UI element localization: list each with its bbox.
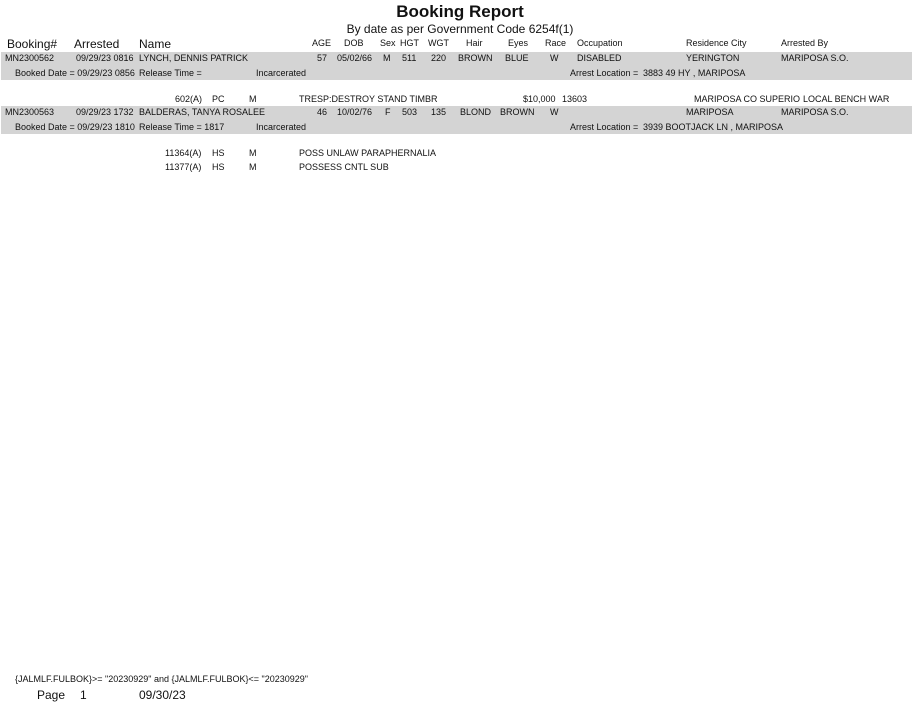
eye-color: BROWN — [500, 107, 535, 117]
arrest-location-label: Arrest Location = — [570, 68, 639, 78]
arrested-by: MARIPOSA S.O. — [781, 53, 849, 63]
weight: 135 — [431, 107, 447, 117]
report-title: Booking Report — [396, 2, 524, 21]
charge-warrant: LOCAL BENCH WAR — [803, 94, 890, 104]
arrest-location: 3939 BOOTJACK LN , MARIPOSA — [643, 122, 784, 132]
height: 511 — [402, 53, 417, 63]
page-number: 1 — [80, 688, 87, 702]
sex: F — [385, 107, 391, 117]
header-sex: Sex — [380, 38, 396, 48]
charge-bail: $10,000 — [523, 94, 556, 104]
booking-record-band — [1, 52, 912, 80]
header-dob: DOB — [344, 38, 364, 48]
charge-case-number: 13603 — [562, 94, 588, 104]
booking-number: MN2300562 — [5, 53, 55, 63]
header-occupation: Occupation — [577, 38, 623, 48]
residence-city: MARIPOSA — [686, 107, 734, 117]
dob: 10/02/76 — [337, 107, 373, 117]
charge-type: HS — [212, 148, 225, 158]
custody-status: Incarcerated — [256, 68, 307, 78]
header-race: Race — [545, 38, 567, 48]
release-time: Release Time = 1817 — [139, 122, 225, 132]
report-subtitle: By date as per Government Code 6254f(1) — [346, 22, 574, 36]
charge-description: TRESP:DESTROY STAND TIMBR — [299, 94, 438, 104]
charge-code: 11377(A) — [165, 162, 202, 172]
age: 46 — [317, 107, 328, 117]
age: 57 — [317, 53, 328, 63]
charge-code: 11364(A) — [165, 148, 202, 158]
charge-level: M — [249, 94, 257, 104]
charge-type: PC — [212, 94, 225, 104]
header-age: AGE — [312, 38, 332, 48]
race: W — [550, 53, 559, 63]
booked-date: Booked Date = 09/29/23 1810 — [15, 122, 135, 132]
charge-code: 602(A) — [175, 94, 203, 104]
arrested-datetime: 09/29/23 1732 — [76, 107, 134, 117]
custody-status: Incarcerated — [256, 122, 307, 132]
release-time: Release Time = — [139, 68, 202, 78]
arrested-by: MARIPOSA S.O. — [781, 107, 849, 117]
charge-level: M — [249, 148, 257, 158]
booked-date: Booked Date = 09/29/23 0856 — [15, 68, 135, 78]
booking-number: MN2300563 — [5, 107, 55, 117]
header-hgt: HGT — [400, 38, 419, 48]
header-booking: Booking# — [7, 37, 58, 51]
arrest-location-label: Arrest Location = — [570, 122, 639, 132]
charge-description: POSSESS CNTL SUB — [299, 162, 389, 172]
print-date: 09/30/23 — [139, 688, 186, 702]
height: 503 — [402, 107, 418, 117]
race: W — [550, 107, 559, 117]
header-name: Name — [139, 37, 172, 51]
header-arrested: Arrested — [74, 37, 120, 51]
person-name: LYNCH, DENNIS PATRICK — [139, 53, 249, 63]
weight: 220 — [431, 53, 447, 63]
arrest-location: 3883 49 HY , MARIPOSA — [643, 68, 746, 78]
hair-color: BROWN — [458, 53, 493, 63]
header-wgt: WGT — [428, 38, 449, 48]
dob: 05/02/66 — [337, 53, 373, 63]
charge-level: M — [249, 162, 257, 172]
header-residence-city: Residence City — [686, 38, 747, 48]
person-name: BALDERAS, TANYA ROSALEE — [139, 107, 266, 117]
arrested-datetime: 09/29/23 0816 — [76, 53, 134, 63]
residence-city: YERINGTON — [686, 53, 740, 63]
charge-description: POSS UNLAW PARAPHERNALIA — [299, 148, 437, 158]
page-label: Page — [37, 688, 66, 702]
record-selection-formula: {JALMLF.FULBOK}>= "20230929" and {JALMLF.FULBOK}<= "20230929" — [15, 674, 308, 684]
header-eyes: Eyes — [508, 38, 529, 48]
header-hair: Hair — [466, 38, 483, 48]
occupation: DISABLED — [577, 53, 622, 63]
charge-type: HS — [212, 162, 225, 172]
eye-color: BLUE — [505, 53, 529, 63]
sex: M — [383, 53, 391, 63]
header-arrested-by: Arrested By — [781, 38, 829, 48]
charge-court: MARIPOSA CO SUPERIO — [694, 94, 801, 104]
hair-color: BLOND — [460, 107, 492, 117]
